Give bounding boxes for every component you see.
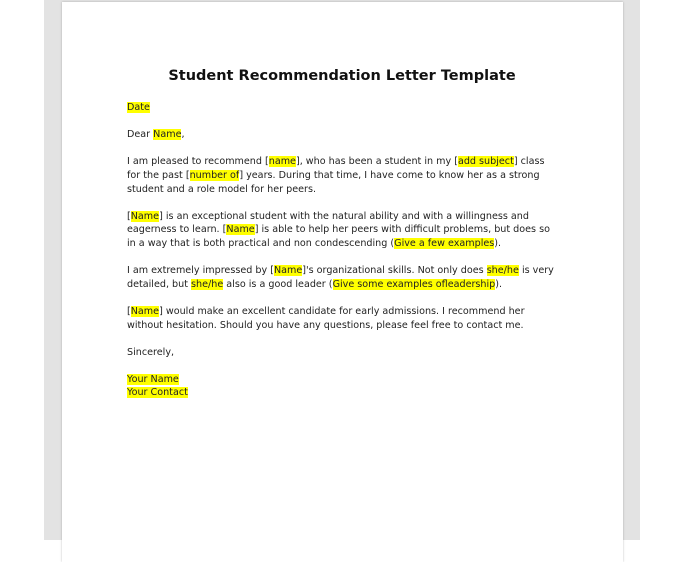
date-placeholder: Date <box>127 102 150 113</box>
paragraph-recommendation: [Name] would make an excellent candidate for early admissions. I recommend her without hesitation. Should you have any questions, please feel free to contact me. <box>127 305 525 331</box>
name-placeholder: Name <box>130 210 160 222</box>
document-title: Student Recommendation Letter Template <box>168 68 516 84</box>
signature-contact: Your Contact <box>127 387 188 399</box>
letter-body <box>127 101 557 400</box>
paragraph-intro: I am pleased to recommend [name], who has been a student in my [add subject] class for the past [number of] years. During that time, I have come to know her as a strong student and a role model for her peers. <box>127 156 545 195</box>
closing: Sincerely, <box>127 346 175 358</box>
subject-placeholder: add subject <box>457 156 514 168</box>
date-line <box>127 101 557 115</box>
name-placeholder: Name <box>130 305 160 317</box>
signature-name: Your Name <box>127 373 179 385</box>
name-placeholder: name <box>268 156 296 168</box>
signature-block <box>127 373 557 400</box>
years-placeholder: number of <box>189 169 240 181</box>
pronoun-placeholder: she/he <box>486 265 519 277</box>
paragraph-abilities: [Name] is an exceptional student with the natural ability and with a willingness and eagerness to learn. [Name] is able to help her peers with difficult problems, but does so in a way that is both practical and non condescending (Give a few examples). <box>127 210 550 249</box>
leadership-placeholder: Give some examples ofleadership <box>332 278 496 290</box>
pronoun-placeholder: she/he <box>191 278 224 290</box>
examples-placeholder: Give a few examples <box>394 237 495 249</box>
paragraph-organization: I am extremely impressed by [Name]'s organizational skills. Not only does she/he is very detailed, but she/he also is a good leader (Give some examples ofleadership). <box>127 265 554 290</box>
salutation: Dear Name, <box>127 129 185 141</box>
name-placeholder: Name <box>273 265 303 277</box>
name-placeholder: Name <box>153 129 182 141</box>
name-placeholder: Name <box>226 224 255 236</box>
